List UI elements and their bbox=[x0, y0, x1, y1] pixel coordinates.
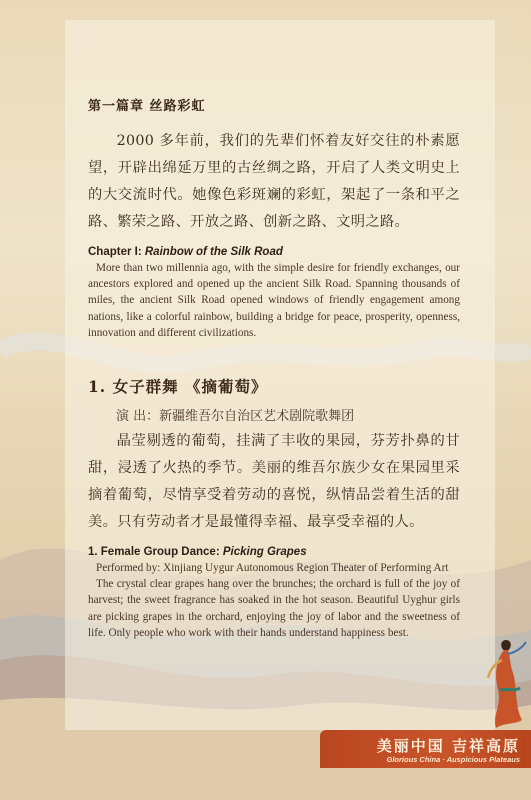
program-paragraph-zh: 晶莹剔透的葡萄，挂满了丰收的果园，芬芳扑鼻的甘甜，浸透了火热的季节。美丽的维吾尔族少女在果园里采摘着葡萄，尽情享受着劳动的喜悦，纵情品尝着生活的甜美。只有劳动者才是最懂得幸福、最享受幸福的人。 bbox=[88, 433, 460, 531]
chapter-title-en-name: Rainbow of the Silk Road bbox=[144, 246, 283, 258]
program-title-en-name: Picking Grapes bbox=[222, 546, 307, 559]
performer-zh: 演 出：新疆维吾尔自治区艺术剧院歌舞团 bbox=[116, 409, 355, 425]
dancer-illustration-icon bbox=[484, 630, 528, 730]
chapter-title-zh: 第一篇章 丝路彩虹 bbox=[88, 99, 206, 114]
chapter-paragraph-zh: 2000 多年前，我们的先辈们怀着友好交往的朴素愿望，开辟出绵延万里的古丝绸之路，开启了人类文明史上的大交流时代。她像色彩斑斓的彩虹，架起了一条和平之路、繁荣之路、开放之路、创新之路、文明之路。 bbox=[88, 133, 460, 230]
program-title-en bbox=[88, 546, 460, 558]
program-title-zh: 1. 女子群舞 《摘葡萄》 bbox=[88, 377, 268, 397]
program-content bbox=[88, 95, 460, 641]
footer-title-en: Glorious China · Auspicious Plateaus bbox=[386, 755, 520, 764]
footer-title-zh: 美丽中国 吉祥高原 bbox=[376, 737, 520, 755]
chapter-title-en bbox=[88, 246, 460, 258]
chapter-paragraph-en: More than two millennia ago, with the simple desire for friendly exchanges, our ancestors explored and opened up the ancient Silk Road. Spanning thousands of miles, the ancient Silk Road opened windows of friendly engagement among nations, like a colorful rainbow, building a bridge for peace, prosperity, openness, innovation and different civilizations. bbox=[88, 262, 460, 339]
chapter-title-en-prefix: Chapter I: bbox=[88, 246, 145, 258]
program-title-en-prefix: 1. Female Group Dance: bbox=[88, 546, 223, 559]
program-paragraph-en: The crystal clear grapes hang over the brunches; the orchard is full of the joy of harvest; the sweet fragrance has soaked in the hot season. Beautiful Uyghur girls are picking grapes in the orchard, enjoying the joy of labor and the sweetness of life. Only people who work with their hands understand happiness best. bbox=[88, 578, 460, 639]
performer-en: Performed by: Xinjiang Uygur Autonomous Region Theater of Performing Art bbox=[96, 562, 449, 575]
